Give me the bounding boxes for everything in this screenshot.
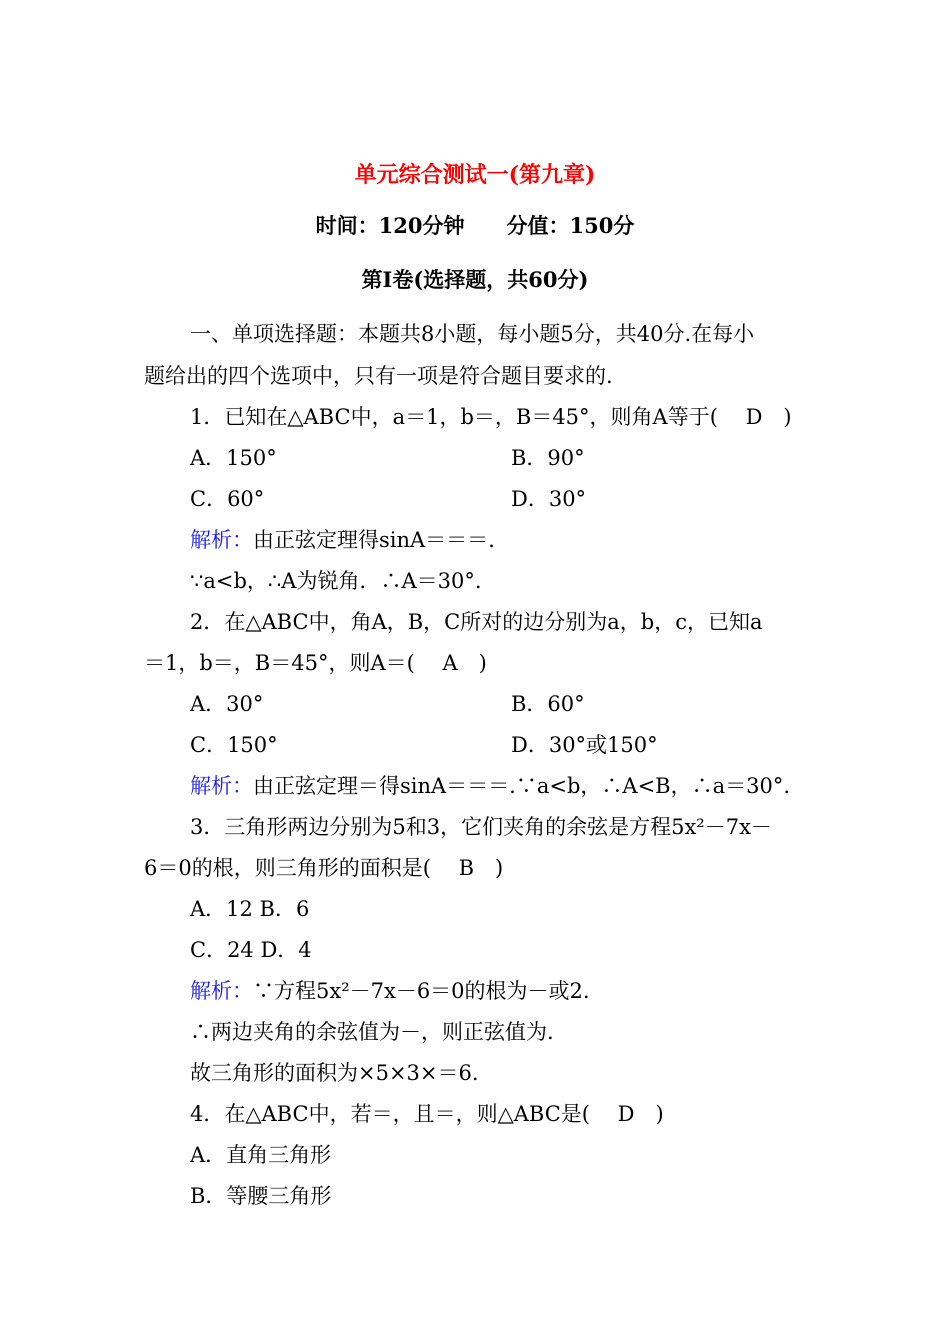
- question-2-option-d: D．30°或150°: [511, 733, 658, 757]
- question-1-option-c: C．60°: [190, 487, 265, 511]
- time-score-info: 时间：120分钟 分值：150分: [315, 213, 635, 238]
- question-3-stem-line-2: 6＝0的根，则三角形的面积是( B ): [144, 856, 504, 880]
- question-1-analysis: [190, 525, 890, 555]
- question-3-options-ab: A．12 B．6: [190, 897, 310, 921]
- question-3-analysis-line-2: ∴两边夹角的余弦值为－，则正弦值为.: [190, 1020, 554, 1044]
- volume-heading: 第Ⅰ卷(选择题，共60分): [361, 267, 589, 292]
- question-3-analysis-line-3: 故三角形的面积为×5×3×＝6.: [190, 1061, 479, 1085]
- section-intro-line-2: 题给出的四个选项中，只有一项是符合题目要求的.: [144, 364, 613, 388]
- question-2-option-c: C．150°: [190, 733, 278, 757]
- analysis-label: 解析：: [190, 979, 253, 1003]
- analysis-label: 解析：: [190, 774, 253, 798]
- question-2-stem-line-1: 2．在△ABC中，角A，B，C所对的边分别为a，b，c，已知a: [190, 610, 763, 634]
- question-1-stem: 1．已知在△ABC中，a＝1，b＝，B＝45°，则角A等于( D ): [190, 405, 792, 429]
- question-4-option-a: A．直角三角形: [190, 1143, 332, 1167]
- analysis-text: ∵方程5x²－7x－6＝0的根为－或2.: [253, 979, 590, 1003]
- question-1-option-d: D．30°: [511, 487, 587, 511]
- question-2-option-b: B．60°: [511, 692, 585, 716]
- question-3-analysis: [190, 976, 890, 1006]
- question-2-analysis: [190, 771, 890, 801]
- question-1-analysis-line-2: ∵a<b，∴A为锐角．∴A＝30°.: [190, 569, 482, 593]
- question-1-option-b: B．90°: [511, 446, 585, 470]
- question-4-option-b: B．等腰三角形: [190, 1184, 332, 1208]
- question-1-option-a: A．150°: [190, 446, 277, 470]
- question-2-option-a: A．30°: [190, 692, 264, 716]
- analysis-text: 由正弦定理得sinA＝＝＝.: [253, 528, 495, 552]
- analysis-label: 解析：: [190, 528, 253, 552]
- analysis-text: 由正弦定理＝得sinA＝＝＝.∵a<b，∴A<B，∴a＝30°.: [253, 774, 791, 798]
- question-4-stem: 4．在△ABC中，若＝，且＝，则△ABC是( D ): [190, 1102, 664, 1126]
- question-3-options-cd: C．24 D．4: [190, 938, 312, 962]
- page-title: 单元综合测试一(第九章): [354, 162, 596, 188]
- section-intro-line-1: 一、单项选择题：本题共8小题，每小题5分，共40分.在每小: [190, 322, 755, 346]
- question-3-stem-line-1: 3．三角形两边分别为5和3，它们夹角的余弦是方程5x²－7x－: [190, 815, 772, 839]
- question-2-stem-line-2: ＝1，b＝，B＝45°，则A＝( A ): [144, 651, 487, 675]
